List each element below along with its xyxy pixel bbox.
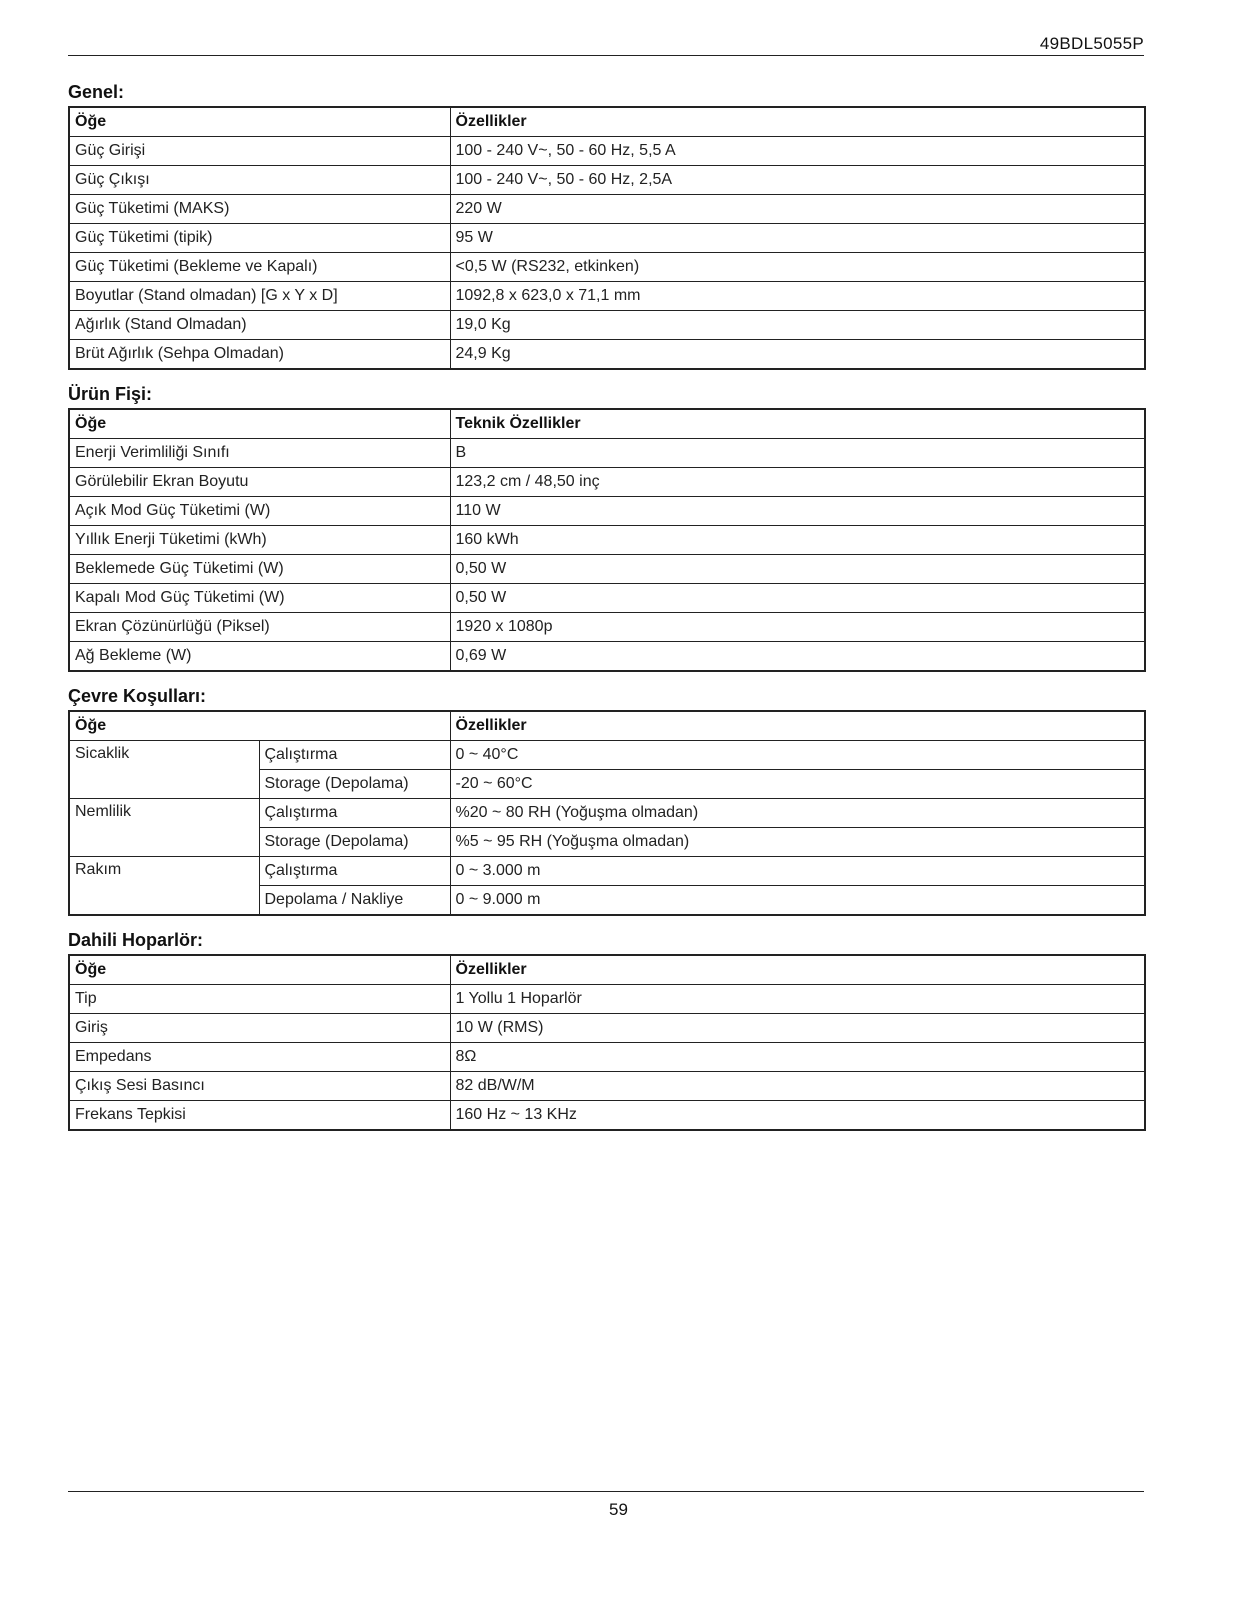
table-row bbox=[69, 1101, 1145, 1131]
general-table bbox=[68, 106, 1146, 370]
value-cell: -20 ~ 60°C bbox=[450, 770, 1145, 799]
item-cell: Çıkış Sesi Basıncı bbox=[69, 1072, 450, 1101]
condition-cell: Depolama / Nakliye bbox=[259, 886, 450, 916]
general-section bbox=[68, 78, 1144, 370]
table-row bbox=[69, 137, 1145, 166]
value-cell: 220 W bbox=[450, 195, 1145, 224]
header-cell: Öğe bbox=[69, 107, 450, 137]
value-cell: 160 Hz ~ 13 KHz bbox=[450, 1101, 1145, 1131]
value-cell: 82 dB/W/M bbox=[450, 1072, 1145, 1101]
table-header-row bbox=[69, 409, 1145, 439]
header-cell: Teknik Özellikler bbox=[450, 409, 1145, 439]
item-cell: Yıllık Enerji Tüketimi (kWh) bbox=[69, 526, 450, 555]
table-row bbox=[69, 166, 1145, 195]
condition-cell: Storage (Depolama) bbox=[259, 770, 450, 799]
value-cell: 0,50 W bbox=[450, 584, 1145, 613]
section-title-product-sheet: Ürün Fişi: bbox=[68, 384, 152, 404]
item-cell: Enerji Verimliliği Sınıfı bbox=[69, 439, 450, 468]
value-cell: 100 - 240 V~, 50 - 60 Hz, 5,5 A bbox=[450, 137, 1145, 166]
value-cell: 1920 x 1080p bbox=[450, 613, 1145, 642]
group-label-cell: Nemlilik bbox=[69, 799, 259, 857]
section-title-environment: Çevre Koşulları: bbox=[68, 686, 207, 706]
group-label-cell: Sicaklik bbox=[69, 741, 259, 799]
item-cell: Frekans Tepkisi bbox=[69, 1101, 450, 1131]
item-cell: Empedans bbox=[69, 1043, 450, 1072]
table-row bbox=[69, 1072, 1145, 1101]
item-cell: Ağ Bekleme (W) bbox=[69, 642, 450, 672]
value-cell: <0,5 W (RS232, etkinken) bbox=[450, 253, 1145, 282]
value-cell: 160 kWh bbox=[450, 526, 1145, 555]
header-divider bbox=[68, 55, 1144, 56]
condition-cell: Çalıştırma bbox=[259, 799, 450, 828]
value-cell: %20 ~ 80 RH (Yoğuşma olmadan) bbox=[450, 799, 1145, 828]
table-row bbox=[69, 468, 1145, 497]
product-sheet-section bbox=[68, 380, 1144, 672]
table-row bbox=[69, 1014, 1145, 1043]
value-cell: 0,50 W bbox=[450, 555, 1145, 584]
condition-cell: Storage (Depolama) bbox=[259, 828, 450, 857]
table-row bbox=[69, 613, 1145, 642]
table-header-row bbox=[69, 107, 1145, 137]
value-cell: B bbox=[450, 439, 1145, 468]
footer-divider bbox=[68, 1491, 1144, 1492]
item-cell: Tip bbox=[69, 985, 450, 1014]
table-row bbox=[69, 526, 1145, 555]
page-content bbox=[68, 78, 1144, 1131]
header-cell: Özellikler bbox=[450, 711, 1145, 741]
section-title-speaker: Dahili Hoparlör: bbox=[68, 930, 204, 950]
header-cell: Özellikler bbox=[450, 107, 1145, 137]
table-row bbox=[69, 642, 1145, 672]
table-row bbox=[69, 555, 1145, 584]
table-row bbox=[69, 439, 1145, 468]
table-row bbox=[69, 224, 1145, 253]
header-cell: Öğe bbox=[69, 409, 450, 439]
item-cell: Güç Girişi bbox=[69, 137, 450, 166]
item-cell: Ekran Çözünürlüğü (Piksel) bbox=[69, 613, 450, 642]
table-row bbox=[69, 195, 1145, 224]
item-cell: Boyutlar (Stand olmadan) [G x Y x D] bbox=[69, 282, 450, 311]
item-cell: Kapalı Mod Güç Tüketimi (W) bbox=[69, 584, 450, 613]
item-cell: Beklemede Güç Tüketimi (W) bbox=[69, 555, 450, 584]
group-label-cell: Rakım bbox=[69, 857, 259, 916]
item-cell: Giriş bbox=[69, 1014, 450, 1043]
value-cell: 0 ~ 40°C bbox=[450, 741, 1145, 770]
header-cell: Öğe bbox=[69, 955, 450, 985]
condition-cell: Çalıştırma bbox=[259, 741, 450, 770]
table-row bbox=[69, 857, 1145, 886]
section-title-general: Genel: bbox=[68, 82, 125, 102]
table-row bbox=[69, 311, 1145, 340]
value-cell: 110 W bbox=[450, 497, 1145, 526]
value-cell: %5 ~ 95 RH (Yoğuşma olmadan) bbox=[450, 828, 1145, 857]
value-cell: 1 Yollu 1 Hoparlör bbox=[450, 985, 1145, 1014]
speaker-table bbox=[68, 954, 1146, 1131]
table-row bbox=[69, 253, 1145, 282]
value-cell: 10 W (RMS) bbox=[450, 1014, 1145, 1043]
table-row bbox=[69, 282, 1145, 311]
environment-table bbox=[68, 710, 1146, 916]
table-row bbox=[69, 799, 1145, 828]
value-cell: 1092,8 x 623,0 x 71,1 mm bbox=[450, 282, 1145, 311]
value-cell: 95 W bbox=[450, 224, 1145, 253]
table-header-row bbox=[69, 955, 1145, 985]
header-cell: Öğe bbox=[69, 711, 450, 741]
table-row bbox=[69, 985, 1145, 1014]
condition-cell: Çalıştırma bbox=[259, 857, 450, 886]
item-cell: Görülebilir Ekran Boyutu bbox=[69, 468, 450, 497]
value-cell: 8Ω bbox=[450, 1043, 1145, 1072]
value-cell: 19,0 Kg bbox=[450, 311, 1145, 340]
table-header-row bbox=[69, 711, 1145, 741]
value-cell: 100 - 240 V~, 50 - 60 Hz, 2,5A bbox=[450, 166, 1145, 195]
model-number: 49BDL5055P bbox=[1039, 34, 1144, 53]
value-cell: 0 ~ 9.000 m bbox=[450, 886, 1145, 916]
table-row bbox=[69, 1043, 1145, 1072]
environment-section bbox=[68, 682, 1144, 916]
value-cell: 123,2 cm / 48,50 inç bbox=[450, 468, 1145, 497]
item-cell: Güç Tüketimi (MAKS) bbox=[69, 195, 450, 224]
item-cell: Güç Tüketimi (tipik) bbox=[69, 224, 450, 253]
table-row bbox=[69, 584, 1145, 613]
value-cell: 24,9 Kg bbox=[450, 340, 1145, 370]
value-cell: 0,69 W bbox=[450, 642, 1145, 672]
item-cell: Güç Tüketimi (Bekleme ve Kapalı) bbox=[69, 253, 450, 282]
table-row bbox=[69, 741, 1145, 770]
item-cell: Brüt Ağırlık (Sehpa Olmadan) bbox=[69, 340, 450, 370]
table-row bbox=[69, 497, 1145, 526]
item-cell: Güç Çıkışı bbox=[69, 166, 450, 195]
product-sheet-table bbox=[68, 408, 1146, 672]
page-number: 59 bbox=[609, 1500, 628, 1519]
table-row bbox=[69, 340, 1145, 370]
item-cell: Açık Mod Güç Tüketimi (W) bbox=[69, 497, 450, 526]
item-cell: Ağırlık (Stand Olmadan) bbox=[69, 311, 450, 340]
speaker-section bbox=[68, 926, 1144, 1131]
header-cell: Özellikler bbox=[450, 955, 1145, 985]
value-cell: 0 ~ 3.000 m bbox=[450, 857, 1145, 886]
